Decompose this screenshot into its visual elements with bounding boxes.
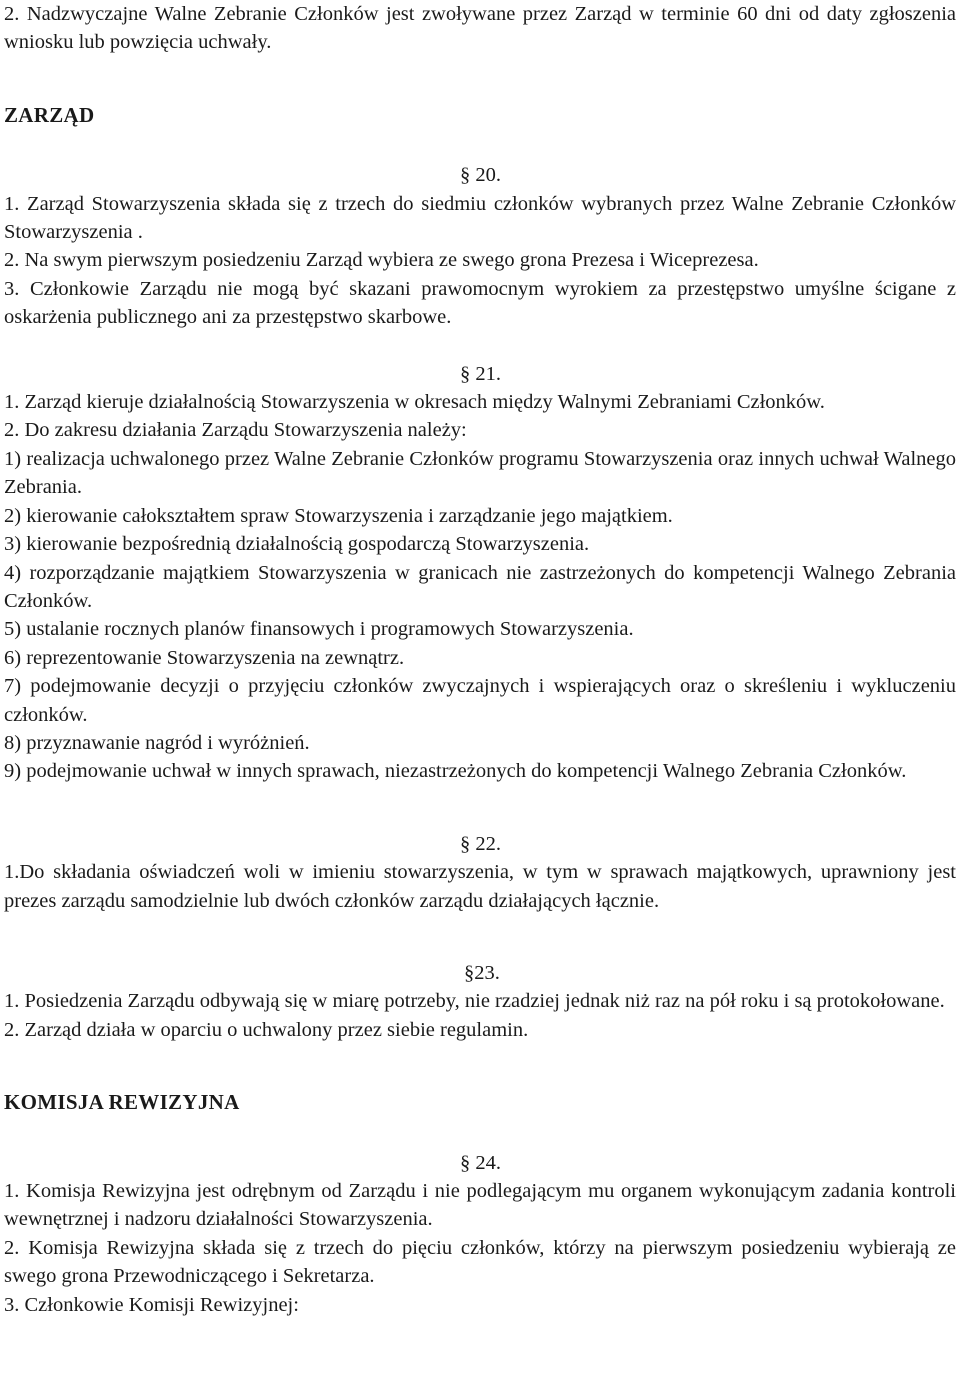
paragraph-number-20: § 20. (460, 164, 501, 187)
s22-item-1: 1.Do składania oświadczeń woli w imieniu stowarzyszenia, w tym w sprawach majątkowych, uprawniony jest prezes zarządu samodzielnie lub dwóch członków zarządu działających łącznie. (4, 861, 956, 912)
s24-item-3: 3. Członkowie Komisji Rewizyjnej: (4, 1293, 299, 1316)
s20-item-2: 2. Na swym pierwszym posiedzeniu Zarząd wybiera ze swego grona Prezesa i Wiceprezesa. (4, 249, 759, 272)
s21-subitem-9: 9) podejmowanie uchwał w innych sprawach, niezastrzeżonych do kompetencji Walnego Zebrania Członków. (4, 760, 907, 783)
section-heading-komisja-rewizyjna: KOMISJA REWIZYJNA (4, 1090, 240, 1115)
spacer (4, 129, 956, 161)
s21-subitem-7: 7) podejmowanie decyzji o przyjęciu członków zwyczajnych i wspierających oraz o skreśleniu i wykluczeniu członków. (4, 675, 956, 726)
spacer (4, 1117, 956, 1149)
s23-item-1: 1. Posiedzenia Zarządu odbywają się w miarę potrzeby, nie rzadziej jednak niż raz na pół roku i są protokołowane. (4, 990, 945, 1013)
s23-item-2: 2. Zarząd działa w oparciu o uchwalony przez siebie regulamin. (4, 1018, 529, 1041)
s21-subitem-5: 5) ustalanie rocznych planów finansowych i programowych Stowarzyszenia. (4, 618, 634, 641)
s21-subitem-4: 4) rozporządzanie majątkiem Stowarzyszenia w granicach nie zastrzeżonych do kompetencji Walnego Zebrania Członków. (4, 561, 956, 612)
s21-subitem-3: 3) kierowanie bezpośrednią działalnością gospodarczą Stowarzyszenia. (4, 533, 590, 556)
s21-subitem-2: 2) kierowanie całokształtem spraw Stowarzyszenia i zarządzanie jego majątkiem. (4, 504, 673, 527)
spacer (4, 1044, 956, 1088)
s21-subitem-6: 6) reprezentowanie Stowarzyszenia na zewnątrz. (4, 646, 405, 669)
paragraph-number-23: §23. (464, 961, 500, 984)
s24-item-2: 2. Komisja Rewizyjna składa się z trzech do pięciu członków, którzy na pierwszym posiedzeniu wybierają ze swego grona Przewodniczącego i Sekretarza. (4, 1236, 956, 1288)
spacer (4, 915, 956, 959)
s20-item-1: 1. Zarząd Stowarzyszenia składa się z trzech do siedmiu członków wybranych przez Walne Zebranie Członków Stowarzyszenia . (4, 192, 956, 244)
paragraph-number-21: § 21. (460, 362, 501, 385)
paragraph-number-24: § 24. (460, 1151, 501, 1174)
s24-item-1: 1. Komisja Rewizyjna jest odrębnym od Zarządu i nie podlegającym mu organem wykonującym zadania kontroli wewnętrznej i nadzoru działalności Stowarzyszenia. (4, 1180, 956, 1231)
paragraph-number-22: § 22. (460, 832, 501, 855)
s21-item-1: 1. Zarząd kieruje działalnością Stowarzyszenia w okresach między Walnymi Zebraniami Członków. (4, 391, 825, 414)
s20-item-3: 3. Członkowie Zarządu nie mogą być skazani prawomocnym wyrokiem za przestępstwo umyślne ścigane z oskarżenia publicznego ani za przestępstwo skarbowe. (4, 277, 956, 329)
s21-item-2: 2. Do zakresu działania Zarządu Stowarzyszenia należy: (4, 419, 467, 442)
spacer (4, 786, 956, 830)
intro-paragraph-2: 2. Nadzwyczajne Walne Zebranie Członków jest zwoływane przez Zarząd w terminie 60 dni od daty zgłoszenia wniosku lub powzięcia uchwały. (4, 3, 956, 54)
s21-subitem-1: 1) realizacja uchwalonego przez Walne Zebranie Członków programu Stowarzyszenia oraz innych uchwał Walnego Zebrania. (4, 447, 956, 499)
spacer (4, 57, 956, 101)
spacer (4, 332, 956, 360)
s21-subitem-8: 8) przyznawanie nagród i wyróżnień. (4, 731, 310, 754)
section-heading-zarzad: ZARZĄD (4, 102, 95, 127)
